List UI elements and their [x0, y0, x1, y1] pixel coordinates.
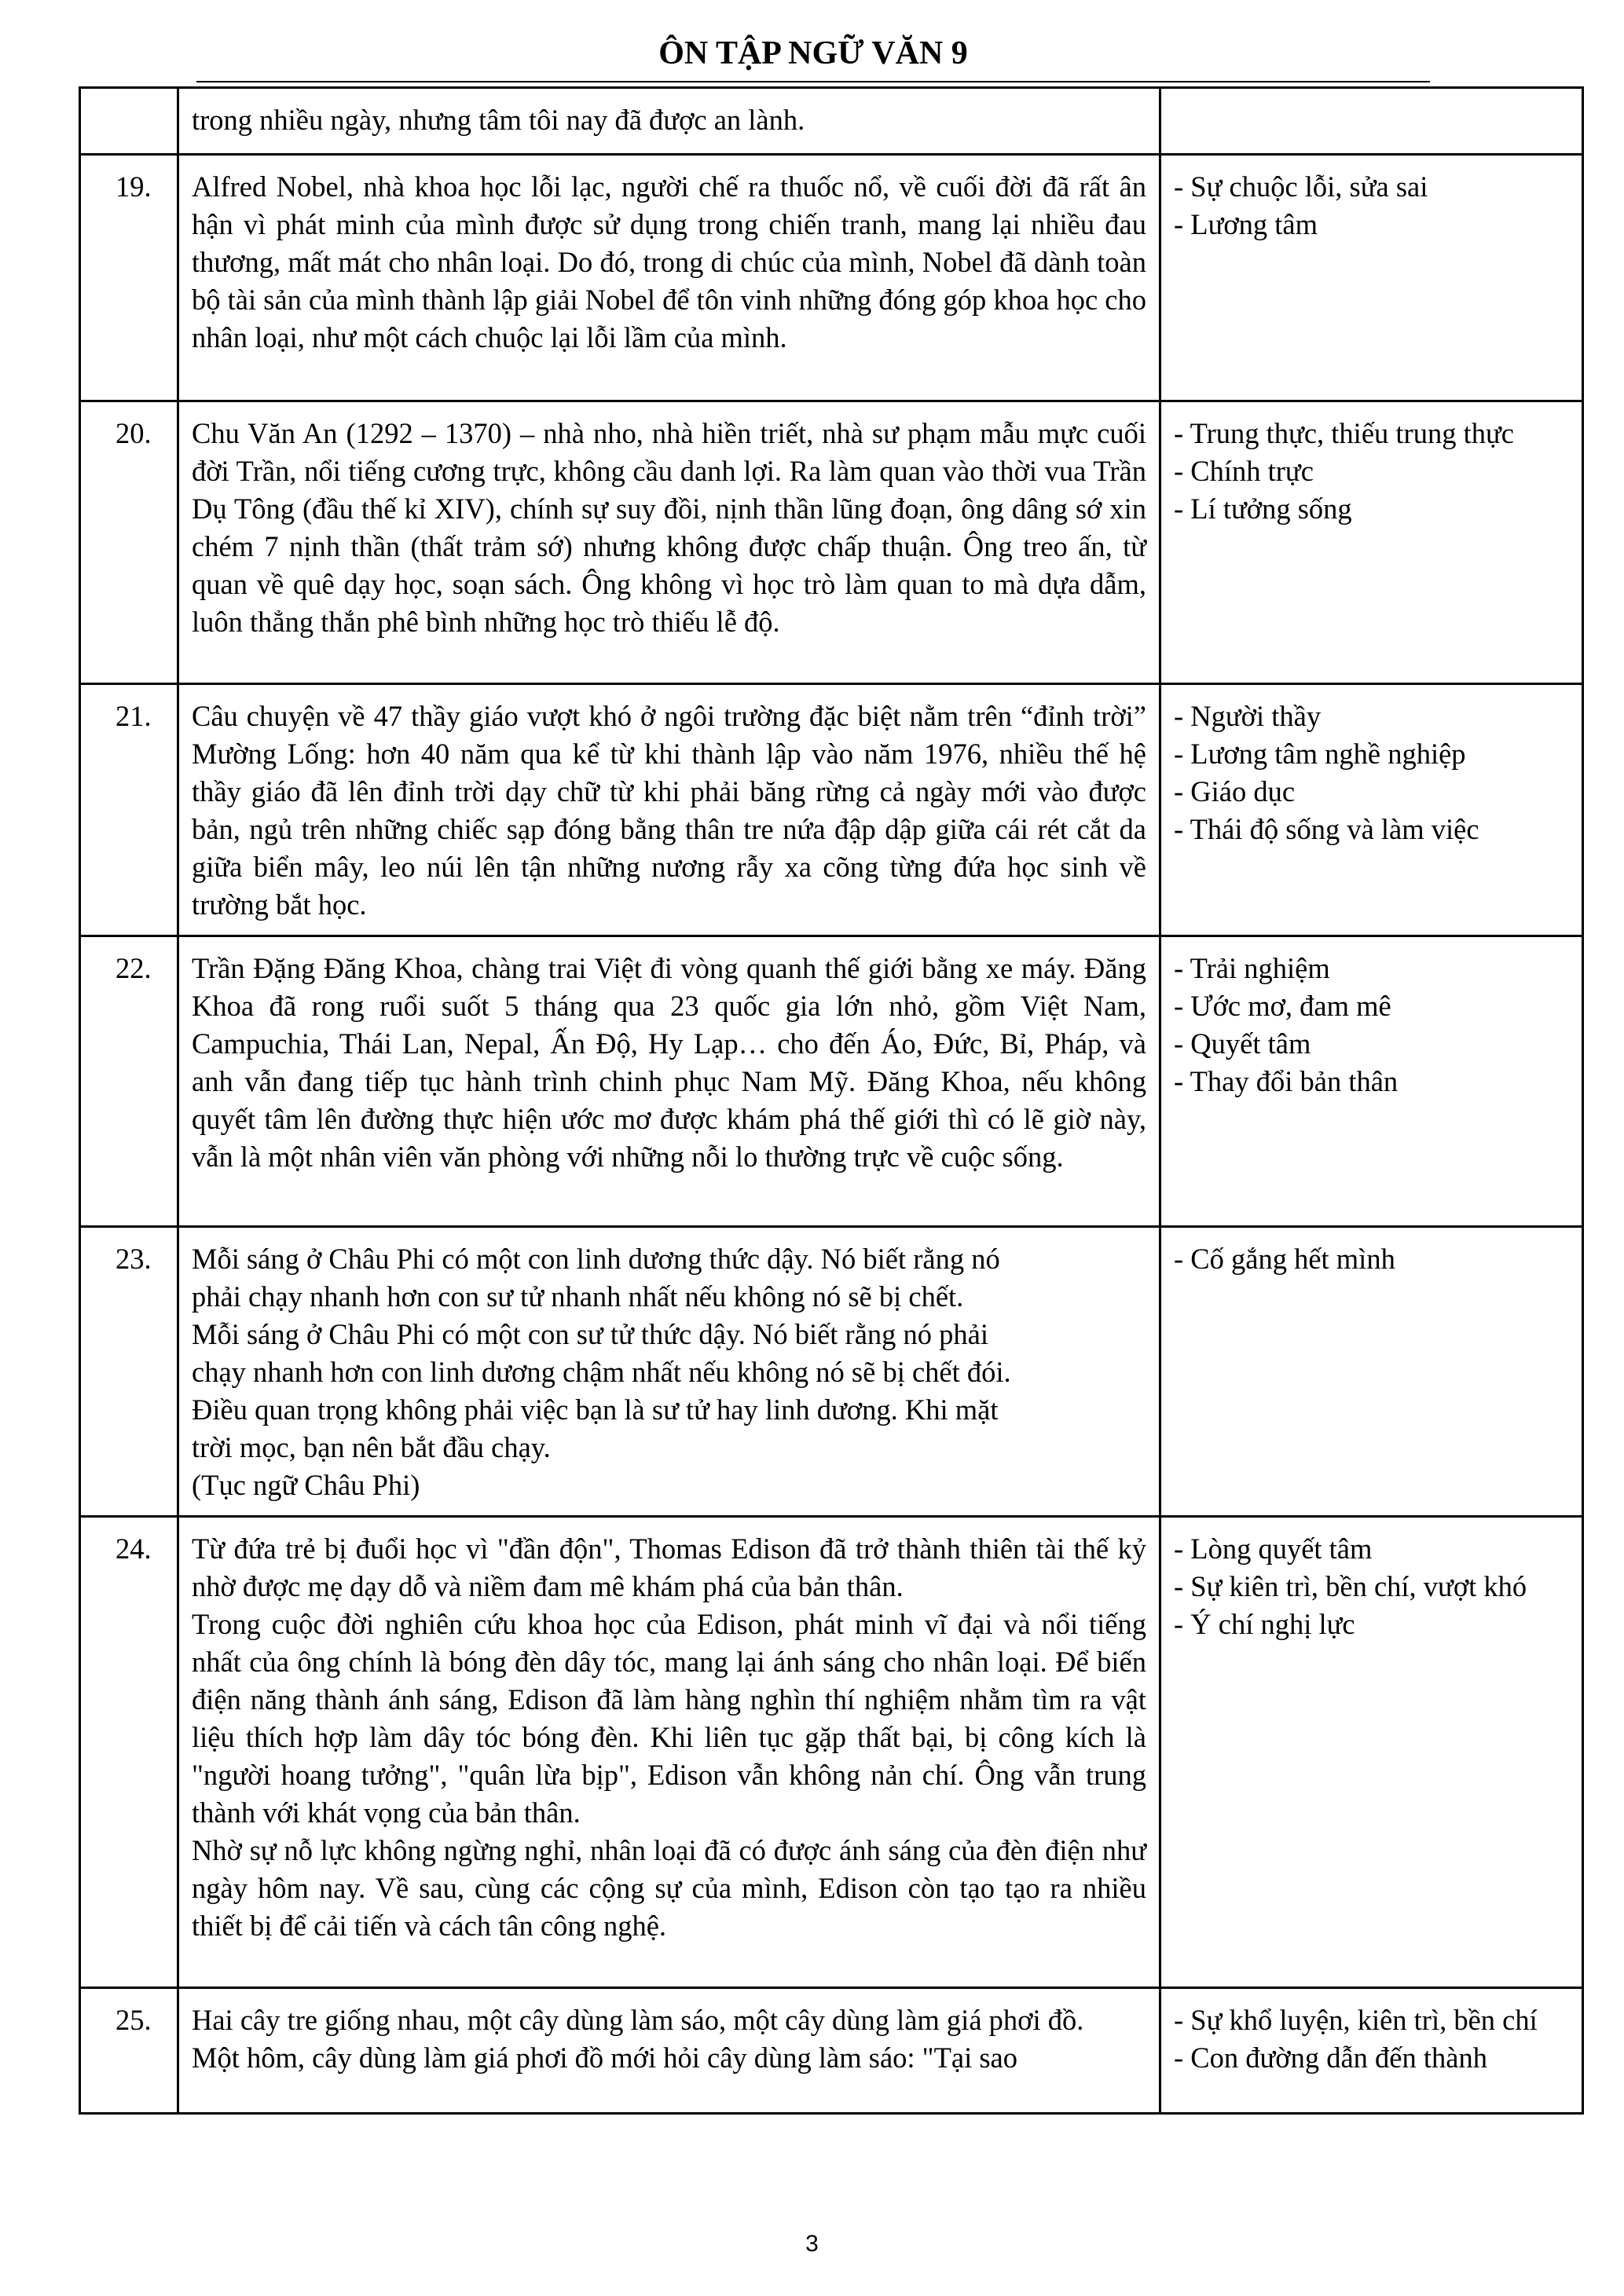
- keywords-cell: [1160, 1988, 1583, 2114]
- passage-cell: [178, 155, 1160, 401]
- keywords-cell: [1160, 401, 1583, 684]
- passage-text: Từ đứa trẻ bị đuổi học vì "đần độn", Thomas Edison đã trở thành thiên tài thế kỷ nhờ được mẹ dạy dỗ và niềm đam mê khám phá của bản thân.: [192, 1532, 1146, 1602]
- table-row: [80, 1227, 1583, 1517]
- review-table: [79, 86, 1584, 2115]
- table-row: [80, 1988, 1583, 2114]
- keyword-item: - Sự kiên trì, bền chí, vượt khó: [1174, 1570, 1527, 1602]
- keyword-item: - Người thầy: [1174, 700, 1322, 732]
- row-number: 23.: [80, 1227, 178, 1517]
- row-number: 21.: [80, 684, 178, 936]
- keywords-cell: [1160, 155, 1583, 401]
- keyword-item: - Ước mơ, đam mê: [1174, 990, 1391, 1022]
- keywords-cell: [1160, 1227, 1583, 1517]
- row-number: 24.: [80, 1517, 178, 1988]
- keyword-item: - Quyết tâm: [1174, 1027, 1311, 1060]
- keyword-item: - Sự khổ luyện, kiên trì, bền chí: [1174, 2004, 1538, 2036]
- page-header-title: ÔN TẬP NGỮ VĂN 9: [658, 35, 968, 71]
- passage-text: Một hôm, cây dùng làm giá phơi đồ mới hỏi cây dùng làm sáo: "Tại sao: [192, 2041, 1017, 2074]
- table-row: [80, 401, 1583, 684]
- passage-text: Chu Văn An (1292 – 1370) – nhà nho, nhà hiền triết, nhà sư phạm mẫu mực cuối đời Trần, nổi tiếng cương trực, không cầu danh lợi. Ra làm quan vào thời vua Trần Dụ Tông (đầu thế kỉ XIV), chính sự suy đồi, nịnh thần lũng đoạn, ông dâng sớ xin chém 7 nịnh thần (thất trảm sớ) nhưng không được chấp thuận. Ông treo ấn, từ quan về quê dạy học, soạn sách. Ông không vì học trò làm quan to mà dựa dẫm, luôn thẳng thắn phê bình những học trò thiếu lễ độ.: [192, 417, 1146, 638]
- keyword-item: - Con đường dẫn đến thành: [1174, 2041, 1487, 2074]
- keyword-item: - Chính trực: [1174, 455, 1314, 487]
- passage-text: Trần Đặng Đăng Khoa, chàng trai Việt đi vòng quanh thế giới bằng xe máy. Đăng Khoa đã rong ruổi suốt 5 tháng qua 23 quốc gia lớn nhỏ, gồm Việt Nam, Campuchia, Thái Lan, Nepal, Ấn Độ, Hy Lạp… cho đến Áo, Đức, Bỉ, Pháp, và anh vẫn đang tiếp tục hành trình chinh phục Nam Mỹ. Đăng Khoa, nếu không quyết tâm lên đường thực hiện ước mơ được khám phá thế giới thì có lẽ giờ này, vẫn là một nhân viên văn phòng với những nỗi lo thường trực về cuộc sống.: [192, 952, 1146, 1173]
- keyword-item: - Trung thực, thiếu trung thực: [1174, 417, 1514, 449]
- row-number: [80, 88, 178, 155]
- passage-text: Trong cuộc đời nghiên cứu khoa học của Edison, phát minh vĩ đại và nổi tiếng nhất của ông chính là bóng đèn dây tóc, mang lại ánh sáng cho nhân loại. Để biến điện năng thành ánh sáng, Edison đã làm hàng nghìn thí nghiệm nhằm tìm ra vật liệu thích hợp làm dây tóc bóng đèn. Khi liên tục gặp thất bại, bị công kích là "người hoang tưởng", "quân lừa bịp", Edison vẫn không nản chí. Ông vẫn trung thành với khát vọng của bản thân.: [192, 1608, 1146, 1829]
- table-row: [80, 155, 1583, 401]
- row-number: 19.: [80, 155, 178, 401]
- table-row: [80, 684, 1583, 936]
- keyword-item: - Cố gắng hết mình: [1174, 1243, 1395, 1275]
- keyword-item: - Thái độ sống và làm việc: [1174, 813, 1479, 845]
- keyword-item: - Lương tâm nghề nghiệp: [1174, 738, 1466, 770]
- passage-text: trong nhiều ngày, nhưng tâm tôi nay đã được an lành.: [192, 104, 805, 136]
- keyword-item: - Lí tưởng sống: [1174, 493, 1352, 525]
- passage-text: Nhờ sự nỗ lực không ngừng nghỉ, nhân loại đã có được ánh sáng của đèn điện như ngày hôm nay. Về sau, cùng các cộng sự của mình, Edison còn tạo tạo ra nhiều thiết bị để cải tiến và cách tân công nghệ.: [192, 1834, 1146, 1942]
- keyword-item: - Ý chí nghị lực: [1174, 1608, 1355, 1640]
- table-row: [80, 936, 1583, 1227]
- table-row: [80, 1517, 1583, 1988]
- row-number: 20.: [80, 401, 178, 684]
- passage-text: Alfred Nobel, nhà khoa học lỗi lạc, người chế ra thuốc nổ, về cuối đời đã rất ân hận vì phát minh của mình được sử dụng trong chiến tranh, mang lại nhiều đau thương, mất mát cho nhân loại. Do đó, trong di chúc của mình, Nobel đã dành toàn bộ tài sản của mình thành lập giải Nobel để tôn vinh những đóng góp khoa học cho nhân loại, như một cách chuộc lại lỗi lầm của mình.: [192, 170, 1146, 353]
- keyword-item: - Trải nghiệm: [1174, 952, 1330, 984]
- keyword-item: - Thay đổi bản thân: [1174, 1065, 1399, 1097]
- keywords-cell: [1160, 88, 1583, 155]
- keyword-item: - Giáo dục: [1174, 775, 1296, 807]
- row-number: 22.: [80, 936, 178, 1227]
- passage-cell: [178, 1988, 1160, 2114]
- passage-cell: [178, 401, 1160, 684]
- page-number: 3: [805, 2231, 819, 2257]
- passage-cell: [178, 1227, 1160, 1517]
- keyword-item: - Sự chuộc lỗi, sửa sai: [1174, 170, 1428, 203]
- passage-text: Hai cây tre giống nhau, một cây dùng làm sáo, một cây dùng làm giá phơi đồ.: [192, 2004, 1084, 2036]
- keyword-item: - Lòng quyết tâm: [1174, 1532, 1373, 1565]
- keywords-cell: [1160, 684, 1583, 936]
- passage-cell: [178, 936, 1160, 1227]
- passage-cell: [178, 88, 1160, 155]
- keywords-cell: [1160, 1517, 1583, 1988]
- header-rule: [196, 81, 1430, 82]
- row-number: 25.: [80, 1988, 178, 2114]
- passage-cell: [178, 1517, 1160, 1988]
- keywords-cell: [1160, 936, 1583, 1227]
- keyword-item: - Lương tâm: [1174, 208, 1318, 240]
- passage-text: Mỗi sáng ở Châu Phi có một con linh dương thức dậy. Nó biết rằng nó phải chạy nhanh hơn con sư tử nhanh nhất nếu không nó sẽ bị chết. Mỗi sáng ở Châu Phi có một con sư tử thức dậy. Nó biết rằng nó phải chạy nhanh hơn con linh dương chậm nhất nếu không nó sẽ bị chết đói. Điều quan trọng không phải việc bạn là sư tử hay linh dương. Khi mặt trời mọc, bạn nên bắt đầu chạy. (Tục ngữ Châu Phi): [192, 1243, 1011, 1501]
- passage-text: Câu chuyện về 47 thầy giáo vượt khó ở ngôi trường đặc biệt nằm trên “đỉnh trời” Mường Lống: hơn 40 năm qua kể từ khi thành lập vào năm 1976, nhiều thế hệ thầy giáo đã lên đỉnh trời dạy chữ từ khi phải băng rừng cả ngày mới vào được bản, ngủ trên những chiếc sạp đóng bằng thân tre nứa đập dập giữa cái rét cắt da giữa biển mây, leo núi lên tận những nương rẫy xa cõng từng đứa học sinh về trường bắt học.: [192, 700, 1146, 921]
- table-row: [80, 88, 1583, 155]
- passage-cell: [178, 684, 1160, 936]
